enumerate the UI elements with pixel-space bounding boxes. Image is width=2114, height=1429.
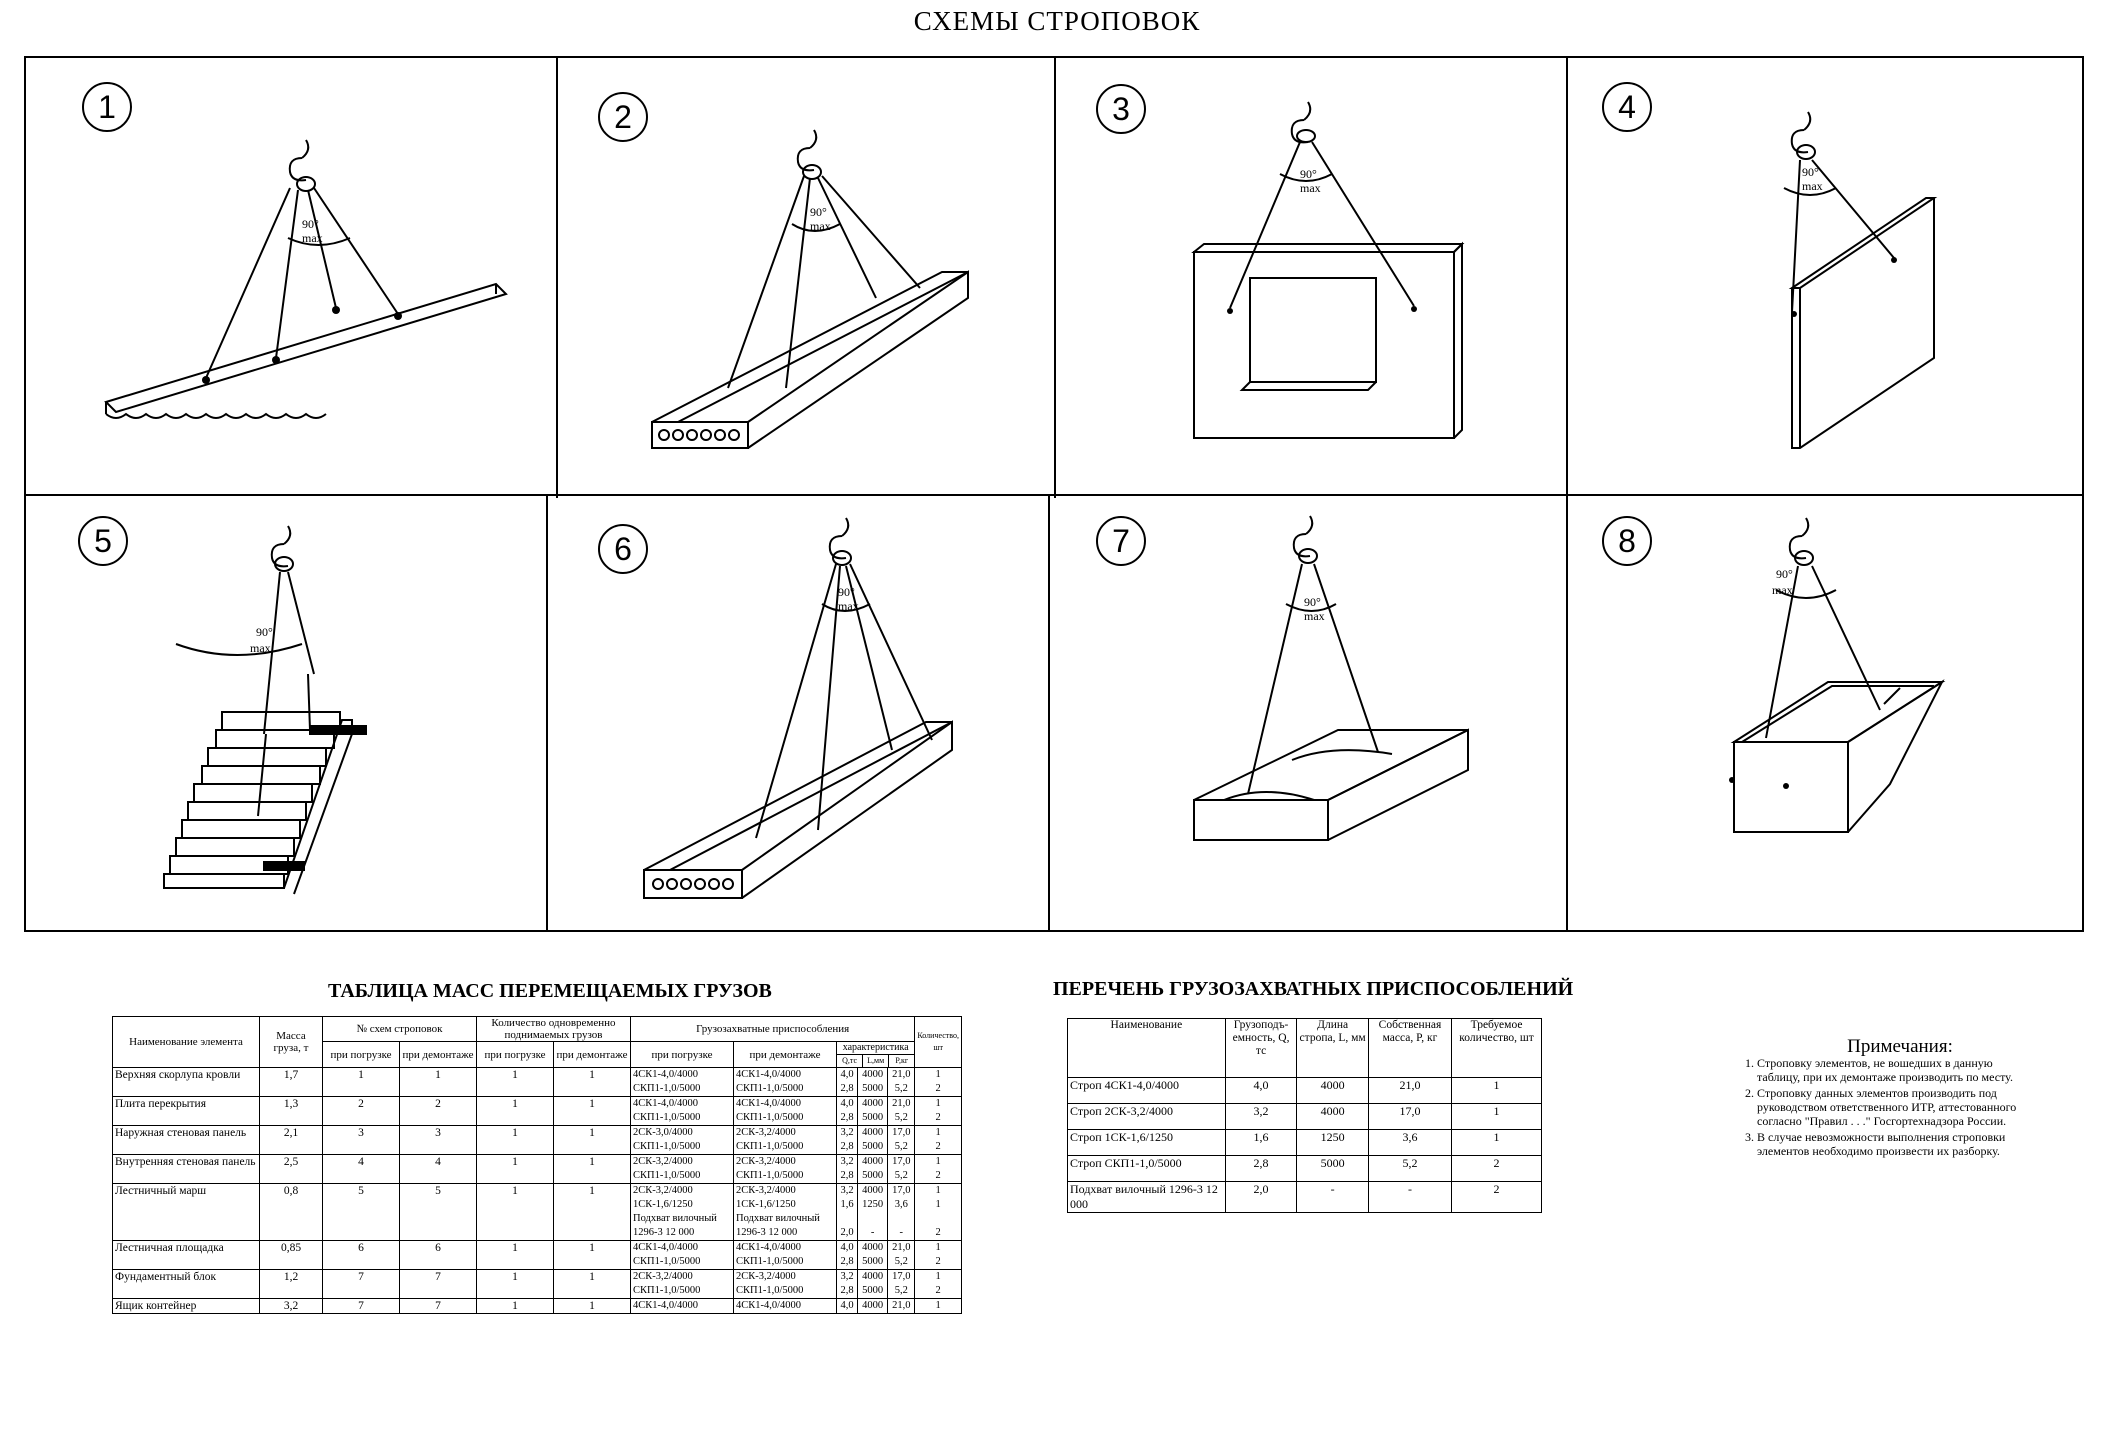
- cell-device-load: 4СК1-4,0/4000 СКП1-1,0/5000: [631, 1241, 734, 1270]
- floor-slab-sling-drawing: [556, 58, 1054, 494]
- sling-angle-max: max: [838, 599, 859, 613]
- cell-count: 1 2: [915, 1155, 962, 1184]
- table-row: [1068, 1182, 1542, 1213]
- mass-table: [112, 1016, 962, 1314]
- dev-cell-name: Строп 2СК-3,2/4000: [1068, 1104, 1226, 1130]
- cell-scheme-unload: 2: [400, 1097, 477, 1126]
- scheme-number: 5: [78, 516, 128, 566]
- dev-cell-count: 2: [1452, 1182, 1542, 1213]
- cell-name: Лестничный марш: [113, 1184, 260, 1241]
- col-devices: Грузозахватные приспособления: [631, 1017, 915, 1042]
- cell-device-load: 4СК1-4,0/4000 СКП1-1,0/5000: [631, 1068, 734, 1097]
- dev-cell-capacity: 4,0: [1225, 1078, 1297, 1104]
- dev-cell-name: Строп СКП1-1,0/5000: [1068, 1156, 1226, 1182]
- dev-cell-count: 1: [1452, 1104, 1542, 1130]
- col-p: P,кг: [895, 1056, 909, 1065]
- table-row: [113, 1299, 962, 1314]
- table-row: [1068, 1104, 1542, 1130]
- cell-p: 17,0 5,2: [888, 1155, 915, 1184]
- cell-scheme-unload: 7: [400, 1270, 477, 1299]
- sling-angle: 90°: [256, 625, 273, 639]
- cell-q: 3,2 1,6 2,0: [837, 1184, 858, 1241]
- cell-device-unload: 2СК-3,2/4000 1СК-1,6/1250 Подхват вилочный 1296-3 12 000: [734, 1184, 837, 1241]
- cell-mass: 1,2: [260, 1270, 323, 1299]
- cell-scheme-load: 1: [323, 1068, 400, 1097]
- slinging-schemes-grid: [24, 56, 2084, 932]
- cell-mass: 1,7: [260, 1068, 323, 1097]
- scheme-4: [1566, 58, 2082, 494]
- cell-device-load: 4СК1-4,0/4000 СКП1-1,0/5000: [631, 1097, 734, 1126]
- col-q: Q,тс: [837, 1055, 863, 1067]
- cell-count: 1 2: [915, 1068, 962, 1097]
- scheme-number: 2: [598, 92, 648, 142]
- cell-scheme-load: 5: [323, 1184, 400, 1241]
- notes-title: Примечания:: [1847, 1036, 1953, 1057]
- cell-scheme-unload: 1: [400, 1068, 477, 1097]
- cell-count: 1 1 2: [915, 1184, 962, 1241]
- col-qty: Количество одновременно поднимаемых грузов: [477, 1017, 631, 1042]
- scheme-number: 1: [82, 82, 132, 132]
- cell-qty-load: 1: [477, 1241, 554, 1270]
- cell-p: 21,0 5,2: [888, 1068, 915, 1097]
- mass-table-title: ТАБЛИЦА МАСС ПЕРЕМЕЩАЕМЫХ ГРУЗОВ: [328, 980, 772, 1002]
- cell-qty-load: 1: [477, 1299, 554, 1314]
- scheme-number: 6: [598, 524, 648, 574]
- table-row: [113, 1241, 962, 1270]
- cell-device-load: 4СК1-4,0/4000: [631, 1299, 734, 1314]
- scheme-7: [1048, 494, 1566, 932]
- sling-angle: 90°: [1776, 567, 1793, 581]
- notes-list: [1745, 1056, 2035, 1158]
- col-char-label: характеристика: [837, 1042, 914, 1055]
- col-qty-unload: при демонтаже: [554, 1042, 631, 1068]
- dev-cell-capacity: 1,6: [1225, 1130, 1297, 1156]
- cell-device-unload: 2СК-3,2/4000 СКП1-1,0/5000: [734, 1126, 837, 1155]
- container-box-sling-drawing: [1566, 494, 2082, 932]
- dev-cell-weight: -: [1368, 1182, 1451, 1213]
- cell-device-load: 2СК-3,2/4000 СКП1-1,0/5000: [631, 1155, 734, 1184]
- page-title: СХЕМЫ СТРОПОВОК: [913, 6, 1201, 36]
- sling-angle: 90°: [810, 205, 827, 219]
- scheme-2: [556, 58, 1054, 494]
- col-count: Количество, шт: [915, 1017, 962, 1068]
- cell-count: 1 2: [915, 1270, 962, 1299]
- foundation-block-sling-drawing: [1048, 494, 1566, 932]
- cell-name: Плита перекрытия: [113, 1097, 260, 1126]
- outer-wall-panel-sling-drawing: [1054, 58, 1566, 494]
- dev-cell-count: 1: [1452, 1078, 1542, 1104]
- scheme-1: [26, 58, 556, 494]
- dev-cell-name: Подхват вилочный 1296-3 12 000: [1068, 1182, 1226, 1213]
- cell-qty-unload: 1: [554, 1184, 631, 1241]
- cell-qty-unload: 1: [554, 1155, 631, 1184]
- cell-scheme-load: 2: [323, 1097, 400, 1126]
- cell-scheme-load: 3: [323, 1126, 400, 1155]
- note-item: 3. В случае невозможности выполнения строповки элементов необходимо произвести их разборку.: [1757, 1130, 2035, 1158]
- cell-device-unload: 4СК1-4,0/4000 СКП1-1,0/5000: [734, 1068, 837, 1097]
- dev-cell-name: Строп 4СК1-4,0/4000: [1068, 1078, 1226, 1104]
- cell-device-unload: 2СК-3,2/4000 СКП1-1,0/5000: [734, 1270, 837, 1299]
- cell-device-unload: 4СК1-4,0/4000: [734, 1299, 837, 1314]
- cell-name: Лестничная площадка: [113, 1241, 260, 1270]
- table-row: [113, 1184, 962, 1241]
- col-char: [837, 1042, 915, 1068]
- cell-name: Фундаментный блок: [113, 1270, 260, 1299]
- scheme-5: [26, 494, 546, 932]
- dev-cell-count: 1: [1452, 1130, 1542, 1156]
- scheme-3: [1054, 58, 1566, 494]
- cell-device-unload: 4СК1-4,0/4000 СКП1-1,0/5000: [734, 1241, 837, 1270]
- note-item: 2. Строповку данных элементов производить под руководством ответственного ИТР, аттестованного согласно "Правил . . ." Госгортехнадзора России.: [1757, 1086, 2035, 1128]
- cell-name: Ящик контейнер: [113, 1299, 260, 1314]
- cell-qty-unload: 1: [554, 1270, 631, 1299]
- cell-q: 4,0 2,8: [837, 1241, 858, 1270]
- col-char-sub: [837, 1055, 914, 1067]
- col-scheme-load: при погрузке: [323, 1042, 400, 1068]
- sling-angle-max: max: [1300, 181, 1321, 195]
- cell-scheme-unload: 3: [400, 1126, 477, 1155]
- note-item: 1. Строповку элементов, не вошедших в данную таблицу, при их демонтаже производить по месту.: [1757, 1056, 2035, 1084]
- sling-angle: 90°: [1304, 595, 1321, 609]
- sling-angle-max: max: [250, 641, 271, 655]
- cell-name: Внутренняя стеновая панель: [113, 1155, 260, 1184]
- dev-col-length: Длина стропа, L, мм: [1297, 1019, 1369, 1078]
- cell-l: 4000 5000: [858, 1241, 888, 1270]
- dev-cell-length: 4000: [1297, 1078, 1369, 1104]
- cell-l: 4000 5000: [858, 1155, 888, 1184]
- dev-cell-capacity: 2,0: [1225, 1182, 1297, 1213]
- dev-cell-length: 4000: [1297, 1104, 1369, 1130]
- cell-qty-load: 1: [477, 1097, 554, 1126]
- table-row: [113, 1155, 962, 1184]
- dev-cell-weight: 3,6: [1368, 1130, 1451, 1156]
- stair-flight-sling-drawing: [26, 494, 546, 932]
- cell-name: Наружная стеновая панель: [113, 1126, 260, 1155]
- inner-wall-panel-sling-drawing: [1566, 58, 2082, 494]
- dev-cell-length: 1250: [1297, 1130, 1369, 1156]
- cell-count: 1 2: [915, 1097, 962, 1126]
- col-scheme-unload: при демонтаже: [400, 1042, 477, 1068]
- cell-scheme-unload: 4: [400, 1155, 477, 1184]
- dev-cell-capacity: 2,8: [1225, 1156, 1297, 1182]
- cell-qty-unload: 1: [554, 1097, 631, 1126]
- notes: [1745, 1036, 2035, 1160]
- stair-landing-sling-drawing: [546, 494, 1048, 932]
- dev-col-name: Наименование: [1068, 1019, 1226, 1078]
- cell-l: 4000 5000: [858, 1068, 888, 1097]
- cell-qty-unload: 1: [554, 1299, 631, 1314]
- cell-scheme-load: 4: [323, 1155, 400, 1184]
- scheme-number: 4: [1602, 82, 1652, 132]
- sling-angle-max: max: [1802, 179, 1823, 193]
- col-mass: Масса груза, т: [260, 1017, 323, 1068]
- cell-device-load: 2СК-3,2/4000 1СК-1,6/1250 Подхват вилочный 1296-3 12 000: [631, 1184, 734, 1241]
- dev-cell-weight: 17,0: [1368, 1104, 1451, 1130]
- cell-mass: 2,1: [260, 1126, 323, 1155]
- scheme-8: [1566, 494, 2082, 932]
- col-scheme: № схем строповок: [323, 1017, 477, 1042]
- cell-scheme-load: 6: [323, 1241, 400, 1270]
- sling-angle-max: max: [1304, 609, 1325, 623]
- sling-angle: 90°: [1300, 167, 1317, 181]
- cell-l: 4000 5000: [858, 1270, 888, 1299]
- cell-scheme-unload: 5: [400, 1184, 477, 1241]
- table-row: [1068, 1156, 1542, 1182]
- cell-mass: 1,3: [260, 1097, 323, 1126]
- col-dev-load: при погрузке: [631, 1042, 734, 1068]
- dev-cell-weight: 21,0: [1368, 1078, 1451, 1104]
- dev-cell-length: 5000: [1297, 1156, 1369, 1182]
- cell-qty-unload: 1: [554, 1241, 631, 1270]
- cell-count: 1: [915, 1299, 962, 1314]
- cell-q: 3,2 2,8: [837, 1270, 858, 1299]
- cell-p: 17,0 5,2: [888, 1126, 915, 1155]
- cell-p: 17,0 3,6 -: [888, 1184, 915, 1241]
- cell-qty-unload: 1: [554, 1068, 631, 1097]
- cell-mass: 0,85: [260, 1241, 323, 1270]
- cell-mass: 3,2: [260, 1299, 323, 1314]
- cell-scheme-unload: 6: [400, 1241, 477, 1270]
- roof-shell-sling-drawing: [26, 58, 556, 494]
- cell-q: 3,2 2,8: [837, 1155, 858, 1184]
- cell-scheme-unload: 7: [400, 1299, 477, 1314]
- cell-q: 3,2 2,8: [837, 1126, 858, 1155]
- cell-p: 21,0: [888, 1299, 915, 1314]
- cell-q: 4,0: [837, 1299, 858, 1314]
- cell-p: 17,0 5,2: [888, 1270, 915, 1299]
- cell-l: 4000: [858, 1299, 888, 1314]
- sling-angle: 90°: [838, 585, 855, 599]
- cell-p: 21,0 5,2: [888, 1097, 915, 1126]
- col-name: Наименование элемента: [113, 1017, 260, 1068]
- cell-qty-load: 1: [477, 1184, 554, 1241]
- cell-device-load: 2СК-3,0/4000 СКП1-1,0/5000: [631, 1126, 734, 1155]
- cell-count: 1 2: [915, 1241, 962, 1270]
- cell-scheme-load: 7: [323, 1270, 400, 1299]
- sling-angle-max: max: [1772, 583, 1793, 597]
- cell-count: 1 2: [915, 1126, 962, 1155]
- cell-qty-load: 1: [477, 1126, 554, 1155]
- table-row: [113, 1126, 962, 1155]
- cell-l: 4000 5000: [858, 1126, 888, 1155]
- sling-angle-max: max: [302, 231, 323, 245]
- cell-l: 4000 5000: [858, 1097, 888, 1126]
- cell-qty-unload: 1: [554, 1126, 631, 1155]
- devices-table: [1067, 1018, 1542, 1213]
- cell-device-unload: 4СК1-4,0/4000 СКП1-1,0/5000: [734, 1097, 837, 1126]
- sling-angle: 90°: [1802, 165, 1819, 179]
- table-row: [113, 1097, 962, 1126]
- dev-cell-name: Строп 1СК-1,6/1250: [1068, 1130, 1226, 1156]
- sling-angle: 90°: [302, 217, 319, 231]
- cell-scheme-load: 7: [323, 1299, 400, 1314]
- dev-cell-count: 2: [1452, 1156, 1542, 1182]
- dev-col-count: Требуемое количество, шт: [1452, 1019, 1542, 1078]
- col-dev-unload: при демонтаже: [734, 1042, 837, 1068]
- table-row: [113, 1068, 962, 1097]
- cell-mass: 0,8: [260, 1184, 323, 1241]
- devices-table-title: ПЕРЕЧЕНЬ ГРУЗОЗАХВАТНЫХ ПРИСПОСОБЛЕНИЙ: [1053, 978, 1574, 1000]
- table-row: [1068, 1130, 1542, 1156]
- cell-p: 21,0 5,2: [888, 1241, 915, 1270]
- cell-q: 4,0 2,8: [837, 1097, 858, 1126]
- mass-table-body: [113, 1068, 962, 1314]
- cell-l: 4000 1250 -: [858, 1184, 888, 1241]
- cell-q: 4,0 2,8: [837, 1068, 858, 1097]
- dev-col-weight: Собственная масса, P, кг: [1368, 1019, 1451, 1078]
- cell-name: Верхняя скорлупа кровли: [113, 1068, 260, 1097]
- dev-cell-length: -: [1297, 1182, 1369, 1213]
- dev-cell-weight: 5,2: [1368, 1156, 1451, 1182]
- cell-device-unload: 2СК-3,2/4000 СКП1-1,0/5000: [734, 1155, 837, 1184]
- table-row: [1068, 1078, 1542, 1104]
- devices-table-body: [1068, 1078, 1542, 1213]
- scheme-number: 8: [1602, 516, 1652, 566]
- cell-qty-load: 1: [477, 1155, 554, 1184]
- col-l: L,мм: [863, 1055, 889, 1067]
- dev-col-capacity: Грузоподъ-емность, Q, тс: [1225, 1019, 1297, 1078]
- dev-cell-capacity: 3,2: [1225, 1104, 1297, 1130]
- cell-qty-load: 1: [477, 1068, 554, 1097]
- sling-angle-max: max: [810, 219, 831, 233]
- cell-device-load: 2СК-3,2/4000 СКП1-1,0/5000: [631, 1270, 734, 1299]
- scheme-6: [546, 494, 1048, 932]
- cell-mass: 2,5: [260, 1155, 323, 1184]
- cell-qty-load: 1: [477, 1270, 554, 1299]
- col-qty-load: при погрузке: [477, 1042, 554, 1068]
- table-row: [113, 1270, 962, 1299]
- scheme-number: 3: [1096, 84, 1146, 134]
- scheme-number: 7: [1096, 516, 1146, 566]
